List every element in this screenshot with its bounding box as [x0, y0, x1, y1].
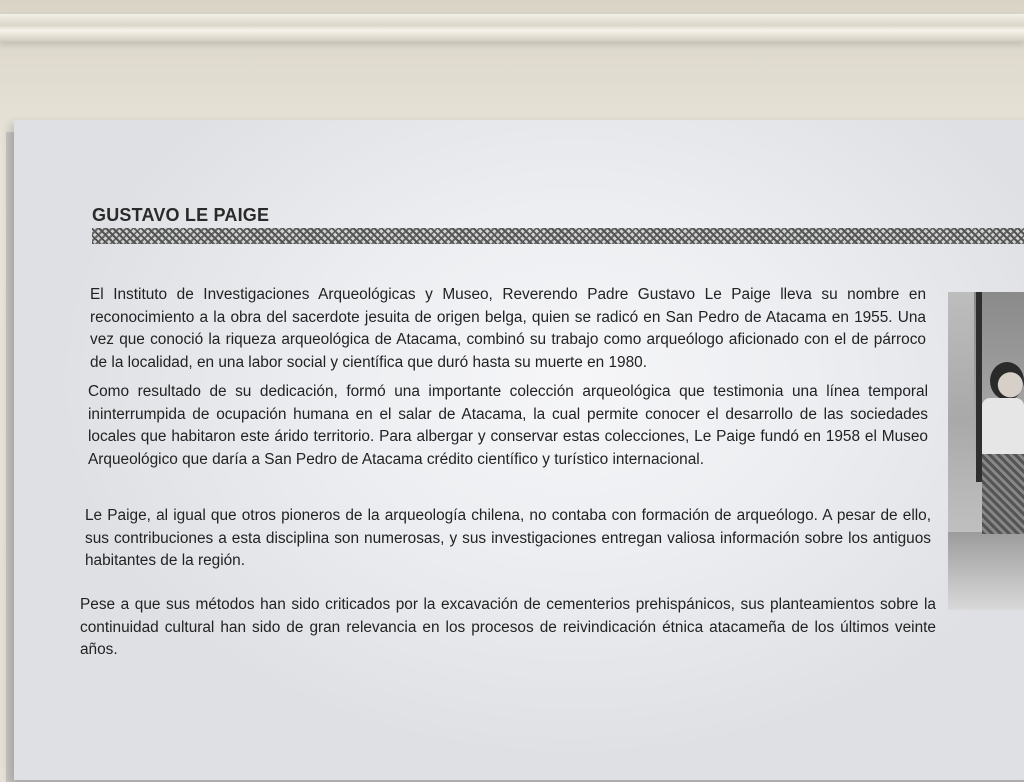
paragraph-text: El Instituto de Investigaciones Arqueológicas y Museo, Reverendo Padre Gustavo Le Paige lleva su nombre en reconocimiento a la obra del sacerdote jesuita de origen belga, quien se radicó en San Pedro de Atacama en 1955. Una vez que conoció la riqueza arqueológica de Atacama, combinó su trabajo como arqueólogo aficionado con el de párroco de la localidad, en una labor social y científica que duró hasta su muerte en 1980. [90, 286, 926, 371]
paragraph-text: Le Paige, al igual que otros pioneros de la arqueología chilena, no contaba con formación de arqueólogo. A pesar de ello, sus contribuciones a esta disciplina son numerosas, y sus investigaciones entregan valiosa información sobre los antiguos habitantes de la región. [85, 507, 931, 569]
photo-person-torso [982, 398, 1024, 456]
paragraph-text: Como resultado de su dedicación, formó una importante colección arqueológica que testimonia una línea temporal ininterrumpida de ocupación humana en el salar de Atacama, la cual permite conocer el desarrollo de las sociedades locales que habitaron este árido territorio. Para albergar y conservar estas colecciones, Le Paige fundó en 1958 el Museo Arqueológico que daría a San Pedro de Atacama crédito científico y turístico internacional. [88, 383, 928, 468]
photo-person-head [990, 362, 1024, 400]
paragraph-text: Pese a que sus métodos han sido criticados por la excavación de cementerios prehispánicos, sus planteamientos sobre la continuidad cultural han sido de gran relevancia en los procesos de reivindicación étnica atacameña de los últimos veinte años. [80, 596, 936, 658]
photo-ground [948, 532, 1024, 610]
paragraph-2 [88, 381, 928, 471]
decorative-rule [92, 228, 1024, 244]
wall-molding [0, 14, 1024, 42]
paragraph-3 [85, 505, 931, 573]
paragraph-1 [90, 284, 926, 374]
photo-person-skirt [982, 454, 1024, 534]
paragraph-4 [80, 594, 936, 662]
panel-title: GUSTAVO LE PAIGE [92, 205, 270, 225]
historical-photo [948, 292, 1024, 610]
